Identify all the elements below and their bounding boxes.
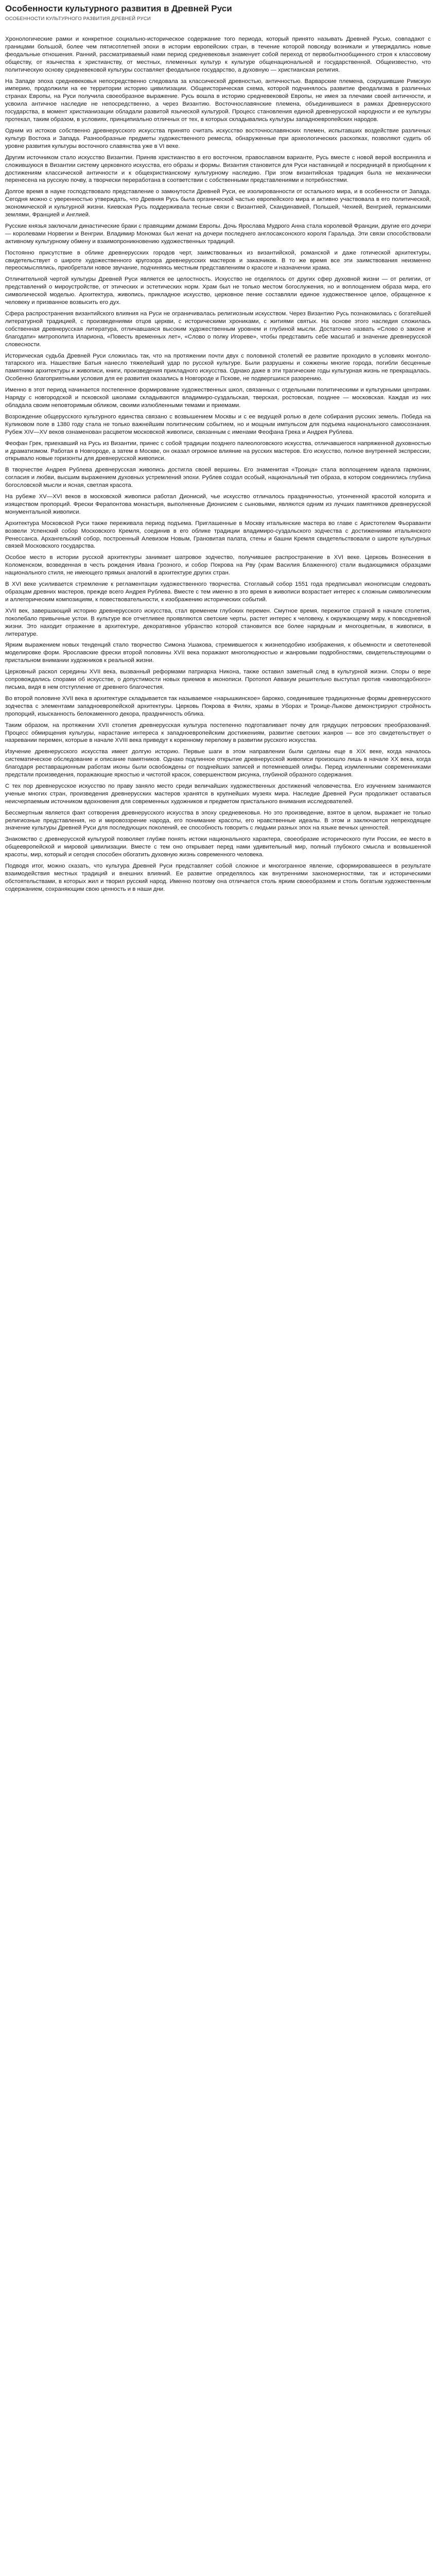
article-body <box>5 36 431 893</box>
article-paragraph: Особое место в истории русской архитектуры занимает шатровое зодчество, получившее распространение в XVI веке. Церковь Вознесения в Коломенском, возведенная в честь рождения Ивана Грозного, и собор Покрова на Рву (храм Василия Блаженного) стали выдающимися образцами национального стиля, не имеющего прямых аналогий в архитектуре других стран. <box>5 554 431 577</box>
article-paragraph: Одним из истоков собственно древнерусского искусства принято считать искусство восточнославянских племен, испытавших воздействие различных культур Востока и Запада. Разнообразные предметы художественного ремесла, обнаруженные при археологических раскопках, позволяют судить об уровне развития культуры восточного славянства уже в VI веке. <box>5 127 431 149</box>
article-paragraph: Архитектура Московской Руси также переживала период подъема. Приглашенные в Москву итальянские мастера во главе с Аристотелем Фьораванти возвели Успенский собор Московского Кремля, соединив в его облике традиции владимиро-суздальского зодчества с достижениями итальянского Ренессанса. Архангельский собор, построенный Алевизом Новым, Грановитая палата, стены и башни Кремля свидетельствовали о широте культурных связей Московского государства. <box>5 520 431 550</box>
article-paragraph: Возрождение общерусского культурного единства связано с возвышением Москвы и с ее ведущей ролью в деле собирания русских земель. Победа на Куликовом поле в 1380 году стала не только важнейшим политическим событием, но и мощным импульсом для подъема национального самосознания. Рубеж XIV—XV веков ознаменован расцветом московской живописи, связанным с именами Феофана Грека и Андрея Рублева. <box>5 413 431 435</box>
article-paragraph: Бессмертным является факт сотворения древнерусского искусства в эпоху средневековья. Но это произведение, взятое в целом, выражает не только религиозные представления, но и мировоззрение народа, его понимание красоты, его нравственные идеалы. В этом и заключается непреходящее значение культуры Древней Руси для последующих поколений, ее способность говорить с людьми разных эпох на языке вечных ценностей. <box>5 809 431 832</box>
article-paragraph: В XVI веке усиливается стремление к регламентации художественного творчества. Стоглавый собор 1551 года предписывал иконописцам следовать образцам древних мастеров, прежде всего Андрея Рублева. Вместе с тем именно в это время в живописи возрастает интерес к сложным символическим и аллегорическим композициям, к повествовательности, к изображению исторических событий. <box>5 581 431 603</box>
article-paragraph: Церковный раскол середины XVII века, вызванный реформами патриарха Никона, также оставил заметный след в культурной жизни. Споры о вере сопровождались спорами об искусстве, о допустимости новых приемов в иконописи. Протопоп Аввакум решительно выступал против «живоподобного» письма, видя в нем отступление от древнего благочестия. <box>5 669 431 690</box>
article-paragraph: Отличительной чертой культуры Древней Руси является ее целостность. Искусство не отделялось от других сфер духовной жизни — от религии, от представлений о мироустройстве, от этических и эстетических норм. Храм был не только местом богослужения, но и воплощением образа мира, его символической моделью. Архитектура, живопись, прикладное искусство, церковное пение составляли единое художественное целое, обращенное к человеку и призванное возвысить его дух. <box>5 276 431 306</box>
article-paragraph: Историческая судьба Древней Руси сложилась так, что на протяжении почти двух с половиной столетий ее развитие проходило в условиях монголо-татарского ига. Нашествие Батыя нанесло тяжелейший удар по русской культуре. Были разрушены и сожжены многие города, погибли бесценные памятники архитектуры и живописи, книги, произведения прикладного искусства. Однако даже в эти трагические годы культурная жизнь не прекращалась. Особенно благоприятными условия для ее развития оказались в Новгороде и Пскове, не подвергшихся разорению. <box>5 352 431 382</box>
article-paragraph: Ярким выражением новых тенденций стало творчество Симона Ушакова, стремившегося к жизнеподобию изображения, к объемности и светотеневой моделировке форм. Ярославские фрески второй половины XVII века поражают многолюдностью и жанровыми подробностями, свидетельствующими о пристальном внимании художников к реальной жизни. <box>5 642 431 664</box>
article-paragraph: XVII век, завершающий историю древнерусского искусства, стал временем глубоких перемен. Смутное время, пережитое страной в начале столетия, поколебало привычные устои. В культуре все отчетливее проявляются светские черты, растет интерес к человеку, к окружающему миру, к повседневной жизни. Это находит отражение в архитектуре, декоративное убранство которой становится все более нарядным и многоцветным, в живописи, в литературе. <box>5 607 431 637</box>
article-paragraph: Другим источником стало искусство Византии. Приняв христианство в его восточном, православном варианте, Русь вместе с новой верой восприняла и сложившуюся в Византии систему церковного искусства, его образы и формы. Византия становится для Руси наставницей и посредницей в приобщении к достижениям классической античности и к общехристианскому культурному наследию. При этом византийская традиция была не механически перенесена на русскую почву, а творчески переработана в соответствии с собственными представлениями и потребностями. <box>5 154 431 184</box>
article-paragraph: Сфера распространения византийского влияния на Руси не ограничивалась религиозным искусством. Через Византию Русь познакомилась с богатейшей литературной традицией, с произведениями отцов церкви, с историческими хрониками, с житиями святых. На основе этого наследия сложилась собственная древнерусская литература, отличавшаяся высоким художественным уровнем и глубиной мысли. Достаточно назвать «Слово о законе и благодати» митрополита Илариона, «Повесть временных лет», «Слово о полку Игореве», чтобы представить себе масштаб и значение древнерусской словесности. <box>5 311 431 348</box>
article-paragraph: Знакомство с древнерусской культурой позволяет глубже понять истоки национального характера, своеобразие исторического пути России, ее место в общеевропейской и мировой цивилизации. Вместе с тем оно открывает перед нами удивительный мир, полный глубокого смысла и возвышенной красоты, мир, который и сегодня способен обогатить духовную жизнь современного человека. <box>5 836 431 858</box>
article-paragraph: На рубеже XV—XVI веков в московской живописи работал Дионисий, чье искусство отличалось праздничностью, утонченной красотой колорита и изяществом пропорций. Фрески Ферапонтова монастыря, выполненные Дионисием с сыновьями, являются одним из лучших памятников древнерусской монументальной живописи. <box>5 494 431 515</box>
article-paragraph: Во второй половине XVII века в архитектуре складывается так называемое «нарышкинское» барокко, соединившее традиционные формы древнерусского зодчества с элементами западноевропейской архитектуры. Церковь Покрова в Филях, храмы в Уборах и Троице-Лыкове демонстрируют стройность пропорций, изысканность белокаменного декора, праздничность облика. <box>5 695 431 717</box>
article-paragraph: Именно в этот период начинается постепенное формирование художественных школ, связанных с отдельными политическими и культурными центрами. Наряду с новгородской и псковской школами складываются владимиро-суздальская, тверская, ростовская, позднее — московская. Каждая из них обладала своим неповторимым обликом, своими излюбленными темами и приемами. <box>5 387 431 409</box>
article-paragraph: Русские князья заключали династические браки с правящими домами Европы. Дочь Ярослава Мудрого Анна стала королевой Франции, другие его дочери — королевами Норвегии и Венгрии. Владимир Мономах был женат на дочери последнего англосаксонского короля Гаральда. Эти связи способствовали активному культурному обмену и взаимопроникновению художественных традиций. <box>5 223 431 245</box>
article-paragraph: В творчестве Андрея Рублева древнерусская живопись достигла своей вершины. Его знаменитая «Троица» стала воплощением идеала гармонии, согласия и любви, высшим выражением духовных устремлений эпохи. Рублев создал особый, национальный тип образа, в котором соединились глубина богословской мысли и ясная, светлая красота. <box>5 467 431 489</box>
article-paragraph: На Западе эпоха средневековья непосредственно следовала за классической древностью, античностью. Варварские племена, сокрушившие Римскую империю, продолжили на ее территории историю цивилизации. Общеисторическая схема, которой подчинялось развитие феодализма в различных странах Европы, на Руси получила своеобразное выражение. Русь вошла в историю средневековой Европы, не имея за плечами своей античности, и усвоила античное наследие не непосредственно, а через Византию. Восточнославянские племена, объединившиеся в рамках Древнерусского государства, в момент христианизации обладали развитой языческой культурой. Процесс становления единой древнерусской народности и ее культуры протекал, таким образом, в условиях, принципиально отличных от тех, в которых складывались культуры западноевропейских народов. <box>5 78 431 123</box>
article-paragraph: Таким образом, на протяжении XVII столетия древнерусская культура постепенно подготавливает почву для грядущих петровских преобразований. Процесс обмирщения культуры, нарастание интереса к западноевропейским достижениям, развитие светских жанров — все это свидетельствует о назревании перемен, которые в начале XVIII века приведут к коренному перелому в развитии русского искусства. <box>5 722 431 744</box>
article-paragraph: Подводя итог, можно сказать, что культура Древней Руси представляет собой сложное и многогранное явление, сформировавшееся в результате взаимодействия местных традиций и внешних влияний. Ее развитие определялось как внутренними закономерностями, так и историческими обстоятельствами, в которых жил и творил русский народ. Именно поэтому она отличается столь ярким своеобразием и столь богатым художественным содержанием, сохраняющим свою ценность и в наши дни. <box>5 863 431 892</box>
article-paragraph: Феофан Грек, приехавший на Русь из Византии, принес с собой традиции позднего палеологовского искусства, отличавшегося напряженной духовностью и драматизмом. Работая в Новгороде, а затем в Москве, он оказал огромное влияние на русских мастеров. Его искусство, полное внутренней экспрессии, открывало новые горизонты для древнерусской живописи. <box>5 440 431 462</box>
page-subtitle: ОСОБЕННОСТИ КУЛЬТУРНОГО РАЗВИТИЯ ДРЕВНЕЙ РУСИ <box>5 16 151 22</box>
article-paragraph: Хронологические рамки и конкретное социально-историческое содержание того периода, который принято называть Древней Русью, совпадают с границами большой, более чем пятисотлетней эпохи в истории европейских стран, в течение которой повсюду возникали и утверждались новые феодальные отношения. Ранний, рассматриваемый нами период средневековья знаменует собой переход от первобытнообщинного строя к классовому обществу, от язычества к христианству, от местных, племенных культур к культуре общенациональной и государственной. Общеизвестно, что политическую основу средневековой культуры составляет феодальное государство, а духовную — христианская религия. <box>5 36 431 73</box>
article-paragraph: Долгое время в науке господствовало представление о замкнутости Древней Руси, ее изолированности от остального мира, и в особенности от Запада. Сегодня можно с уверенностью утверждать, что Древняя Русь была органической частью европейского мира и активно участвовала в его политической, экономической и культурной жизни. Киевская Русь поддерживала тесные связи с Византией, Скандинавией, Польшей, Чехией, Венгрией, германскими землями, Францией и Англией. <box>5 189 431 218</box>
page-title: Особенности культурного развития в Древней Руси <box>5 4 232 13</box>
article-paragraph: С тех пор древнерусское искусство по праву заняло место среди величайших художественных достижений человечества. Его изучением занимаются ученые многих стран, произведения древнерусских мастеров хранятся в крупнейших музеях мира. Наследие Древней Руси продолжает оставаться неисчерпаемым источником вдохновения для современных художников и предметом пристального внимания исследователей. <box>5 783 431 805</box>
article-paragraph: Изучение древнерусского искусства имеет долгую историю. Первые шаги в этом направлении были сделаны еще в XIX веке, когда началось систематическое обследование и описание памятников. Однако подлинное открытие древнерусской живописи произошло лишь в начале XX века, когда благодаря реставрационным работам иконы были освобождены от позднейших записей и потемневшей олифы. Перед изумленными современниками предстали произведения, поражающие яркостью и чистотой красок, совершенством рисунка, глубиной образного содержания. <box>5 749 431 778</box>
article-paragraph: Постоянно присутствие в облике древнерусских городов черт, заимствованных из византийской, романской и даже готической архитектуры, свидетельствует о широте художественного кругозора древнерусских мастеров и заказчиков. В то же время все эти заимствования неизменно переосмыслялись, приобретали новое звучание, подчиняясь местным представлениям о красоте и назначении храма. <box>5 249 431 272</box>
